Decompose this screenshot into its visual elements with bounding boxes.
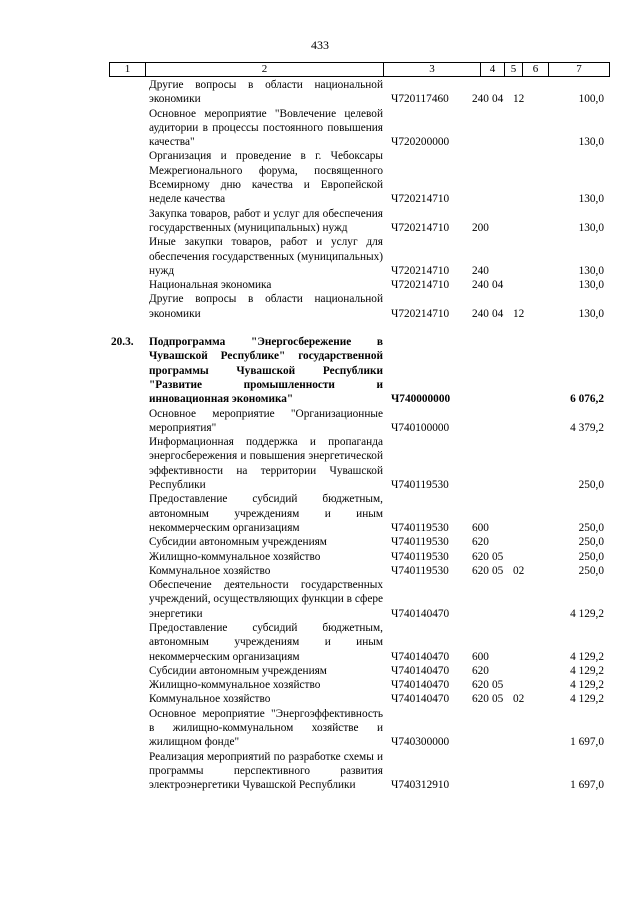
amount: 250,0: [578, 550, 604, 563]
amount: 6 076,2: [570, 393, 604, 406]
target-article-code: Ч720214710: [391, 279, 450, 292]
table-header: [109, 62, 610, 77]
target-article-code: Ч740100000: [391, 421, 450, 434]
table-body: [0, 78, 640, 793]
amount: 250,0: [578, 479, 604, 492]
row-description: Основное мероприятие "Вовлечение целевой аудитории в процессы постоянного повышения качества": [149, 107, 383, 149]
target-article-code: Ч720117460: [391, 93, 449, 106]
target-article-code: Ч740300000: [391, 736, 450, 749]
row-description: Национальная экономика: [149, 279, 272, 292]
table-row: [0, 621, 640, 664]
header-col-6: 6: [523, 63, 549, 76]
table-row: [0, 78, 640, 107]
target-article-code: Ч740140470: [391, 664, 450, 677]
target-article-code: Ч740119530: [391, 536, 449, 549]
row-values: [0, 564, 640, 578]
amount: 4 129,2: [570, 607, 604, 620]
row-description: Субсидии автономным учреждениям: [149, 536, 327, 549]
target-article-code: Ч720214710: [391, 307, 450, 320]
table-row: [0, 678, 640, 692]
row-values: [0, 550, 640, 564]
row-description: Иные закупки товаров, работ и услуг для обеспечения государственных (муниципальных) нужд: [149, 236, 383, 277]
amount: 1 697,0: [570, 779, 604, 792]
table-row: [0, 149, 640, 206]
row-description: Предоставление субсидий бюджетным, автономным учреждениям и иным некоммерческим организациям: [149, 621, 383, 663]
row-values: [0, 778, 640, 792]
row-description: Другие вопросы в области национальной экономики: [149, 79, 383, 106]
target-article-code: Ч740119530: [391, 564, 449, 577]
target-article-code: Ч740119530: [391, 550, 449, 563]
amount: 4 379,2: [570, 421, 604, 434]
target-article-code: Ч740140470: [391, 607, 450, 620]
row-description: Подпрограмма "Энергосбережение в Чувашской Республике" государственной программы Чувашской Республики "Развитие промышленности и инновационная экономика": [149, 336, 383, 406]
row-values: [0, 192, 640, 206]
expense-type: 240: [472, 93, 489, 106]
amount: 100,0: [578, 93, 604, 106]
table-row: [0, 235, 640, 278]
amount: 250,0: [578, 564, 604, 577]
row-values: [0, 221, 640, 235]
expense-type: 240: [472, 307, 489, 320]
amount: 1 697,0: [570, 736, 604, 749]
amount: 130,0: [578, 264, 604, 277]
table-row: [0, 435, 640, 492]
row-values: [0, 264, 640, 278]
row-values: [0, 678, 640, 692]
header-col-2: 2: [146, 63, 384, 76]
row-values: [0, 521, 640, 535]
header-col-5: 5: [505, 63, 523, 76]
row-description: Другие вопросы в области национальной экономики: [149, 293, 383, 320]
amount: 4 129,2: [570, 679, 604, 692]
row-values: [0, 535, 640, 549]
row-description: Предоставление субсидий бюджетным, автономным учреждениям и иным некоммерческим организациям: [149, 493, 383, 534]
subsection-code: 12: [513, 307, 525, 320]
section-code: 05: [492, 679, 504, 692]
table-row: [0, 564, 640, 578]
row-number: 20.3.: [111, 336, 134, 349]
table-row: [0, 664, 640, 678]
table-row: [0, 535, 640, 549]
row-description: Реализация мероприятий по разработке схемы и программы перспективного развития электроэнергетики Чувашской Республики: [149, 750, 383, 792]
target-article-code: Ч720214710: [391, 264, 450, 277]
target-article-code: Ч740119530: [391, 521, 449, 534]
row-values: [0, 692, 640, 706]
amount: 250,0: [578, 521, 604, 534]
table-row: [0, 335, 640, 406]
row-values: [0, 135, 640, 149]
amount: 4 129,2: [570, 664, 604, 677]
amount: 4 129,2: [570, 650, 604, 663]
table-row: [0, 750, 640, 793]
row-values: [0, 278, 640, 292]
target-article-code: Ч740140470: [391, 679, 450, 692]
row-description: Информационная поддержка и пропаганда энергосбережения и повышения энергетической эффективности на территории Чувашской Республики: [149, 436, 383, 492]
row-values: [0, 735, 640, 749]
subsection-code: 12: [513, 93, 525, 106]
target-article-code: Ч720214710: [391, 221, 450, 234]
table-row: [0, 692, 640, 706]
target-article-code: Ч740119530: [391, 479, 449, 492]
target-article-code: Ч740140470: [391, 693, 450, 706]
amount: 130,0: [578, 279, 604, 292]
amount: 130,0: [578, 136, 604, 149]
row-description: Обеспечение деятельности государственных учреждений, осуществляющих функции в сфере энергетики: [149, 579, 383, 620]
row-description: Жилищно-коммунальное хозяйство: [149, 679, 321, 692]
header-col-1: 1: [110, 63, 146, 76]
table-row: [0, 550, 640, 564]
section-code: 05: [492, 550, 504, 563]
row-description: Жилищно-коммунальное хозяйство: [149, 550, 321, 563]
row-values: [0, 307, 640, 321]
table-row: [0, 492, 640, 535]
row-description: Основное мероприятие "Организационные мероприятия": [149, 407, 383, 434]
target-article-code: Ч720200000: [391, 136, 450, 149]
target-article-code: Ч720214710: [391, 193, 450, 206]
row-description: Коммунальное хозяйство: [149, 564, 271, 577]
expense-type: 600: [472, 521, 489, 534]
section-code: 04: [492, 279, 504, 292]
section-code: 04: [492, 93, 504, 106]
table-row: [0, 578, 640, 621]
row-values: [0, 92, 640, 106]
table-row: [0, 107, 640, 150]
table-row: [0, 292, 640, 321]
row-description: Основное мероприятие "Энергоэффективность в жилищно-коммунальном хозяйстве и жилищном фонде": [149, 707, 383, 749]
table-row: [0, 278, 640, 292]
expense-type: 600: [472, 650, 489, 663]
row-description: Организация и проведение в г. Чебоксары Межрегионального форума, посвященного Всемирному дню качества и Европейской неделе качества: [149, 150, 383, 206]
amount: 130,0: [578, 193, 604, 206]
section-code: 05: [492, 564, 504, 577]
row-values: [0, 650, 640, 664]
expense-type: 200: [472, 221, 489, 234]
target-article-code: Ч740312910: [391, 779, 450, 792]
row-values: [0, 421, 640, 435]
target-article-code: Ч740140470: [391, 650, 450, 663]
header-col-3: 3: [384, 63, 481, 76]
subsection-code: 02: [513, 564, 525, 577]
expense-type: 240: [472, 279, 489, 292]
header-col-4: 4: [481, 63, 505, 76]
expense-type: 620: [472, 679, 489, 692]
subsection-code: 02: [513, 693, 525, 706]
amount: 250,0: [578, 536, 604, 549]
target-article-code: Ч740000000: [391, 393, 451, 406]
amount: 130,0: [578, 221, 604, 234]
expense-type: 620: [472, 693, 489, 706]
header-col-7: 7: [576, 63, 582, 75]
row-description: Субсидии автономным учреждениям: [149, 664, 327, 677]
table-row: [0, 207, 640, 236]
amount: 4 129,2: [570, 693, 604, 706]
section-code: 04: [492, 307, 504, 320]
expense-type: 620: [472, 564, 489, 577]
row-spacer: [0, 321, 640, 335]
row-values: [0, 478, 640, 492]
expense-type: 620: [472, 536, 489, 549]
row-description: Коммунальное хозяйство: [149, 693, 271, 706]
row-description: Закупка товаров, работ и услуг для обеспечения государственных (муниципальных) нужд: [149, 207, 383, 234]
page-number: 433: [311, 38, 329, 52]
table-row: [0, 707, 640, 750]
row-values: [0, 392, 640, 406]
table-row: [0, 407, 640, 436]
expense-type: 240: [472, 264, 489, 277]
row-values: [0, 664, 640, 678]
amount: 130,0: [578, 307, 604, 320]
section-code: 05: [492, 693, 504, 706]
row-values: [0, 607, 640, 621]
expense-type: 620: [472, 664, 489, 677]
expense-type: 620: [472, 550, 489, 563]
